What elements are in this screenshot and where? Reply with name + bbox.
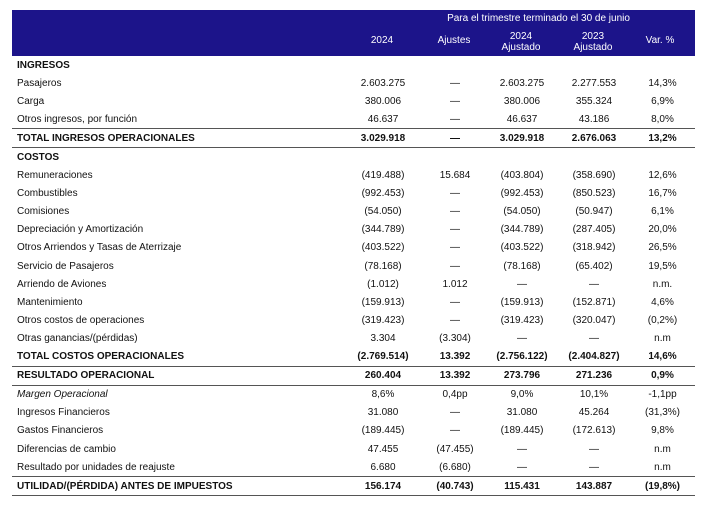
table-row <box>12 92 695 110</box>
cell-value: 2.277.553 <box>571 77 617 89</box>
cell-value: — <box>450 206 460 218</box>
row-label: TOTAL COSTOS OPERACIONALES <box>12 348 342 367</box>
column-header-2024 <box>342 35 422 46</box>
table-row <box>12 329 695 347</box>
table-row <box>12 110 695 129</box>
cell-value: (3.304) <box>439 332 471 344</box>
row-label: UTILIDAD/(PÉRDIDA) ANTES DE IMPUESTOS <box>12 477 342 496</box>
cell-value: — <box>589 332 599 344</box>
table-header <box>12 10 695 56</box>
row-label: Arriendo de Aviones <box>17 278 107 290</box>
table-row <box>12 348 695 367</box>
cell-value: (287.405) <box>572 224 616 236</box>
cell-value: (0,2%) <box>647 314 678 326</box>
cell-value: 31.080 <box>506 407 538 419</box>
cell-value: 16,7% <box>648 188 677 200</box>
column-header-line: Var. % <box>645 35 675 46</box>
cell-value: 19,5% <box>648 260 677 272</box>
table-row <box>12 422 695 440</box>
cell-value: n.m <box>654 443 671 455</box>
cell-value: 14,3% <box>648 77 677 89</box>
cell-value: (50.947) <box>575 206 613 218</box>
cell-value: 6,9% <box>651 95 674 107</box>
cell-value: n.m <box>654 332 671 344</box>
column-header-line: 2023 <box>581 31 605 42</box>
cell-value: 1.012 <box>442 278 468 290</box>
table-row <box>12 385 695 404</box>
cell-value: 3.029.918 <box>342 129 424 148</box>
row-label: Resultado por unidades de reajuste <box>17 461 175 473</box>
column-header-2024-ajustado <box>486 31 556 53</box>
cell-value: -1,1pp <box>648 389 677 401</box>
cell-value: (403.522) <box>361 242 405 254</box>
table-row <box>12 74 695 92</box>
cell-value: (344.789) <box>500 224 544 236</box>
cell-value: 6,1% <box>651 206 674 218</box>
table-row <box>12 56 695 74</box>
cell-value: — <box>450 314 460 326</box>
cell-value: 46.637 <box>506 113 538 125</box>
table-row <box>12 404 695 422</box>
cell-value: 355.324 <box>575 95 613 107</box>
cell-value: — <box>450 260 460 272</box>
cell-value: 2.603.275 <box>499 77 545 89</box>
cell-value: (403.522) <box>500 242 544 254</box>
cell-value: — <box>450 113 460 125</box>
cell-value <box>486 148 558 167</box>
cell-value: 10,1% <box>579 389 609 401</box>
row-label: Combustibles <box>17 188 78 200</box>
column-header-line: Ajustado <box>573 42 613 53</box>
table-row <box>12 129 695 148</box>
row-label: Otros ingresos, por función <box>17 113 138 125</box>
cell-value: (19,8%) <box>630 477 695 496</box>
cell-value: — <box>517 461 527 473</box>
cell-value: 13.392 <box>424 348 486 367</box>
row-label: RESULTADO OPERACIONAL <box>12 366 342 385</box>
row-label: COSTOS <box>17 152 60 164</box>
table-row <box>12 311 695 329</box>
cell-value <box>342 56 424 74</box>
column-header-var <box>630 35 690 46</box>
cell-value: (31,3%) <box>644 407 680 419</box>
cell-value: (992.453) <box>361 188 405 200</box>
cell-value: (2.769.514) <box>342 348 424 367</box>
cell-value: 26,5% <box>648 242 677 254</box>
period-label: Para el trimestre terminado el 30 de junio <box>447 13 630 24</box>
cell-value: 13.392 <box>424 366 486 385</box>
row-label: Carga <box>17 95 45 107</box>
cell-value: (2.404.827) <box>558 348 630 367</box>
cell-value: (189.445) <box>500 425 544 437</box>
cell-value: (850.523) <box>572 188 616 200</box>
cell-value: 3.029.918 <box>486 129 558 148</box>
table-row <box>12 148 695 167</box>
cell-value: 45.264 <box>578 407 610 419</box>
cell-value: 20,0% <box>648 224 677 236</box>
cell-value <box>558 56 630 74</box>
cell-value: (2.756.122) <box>486 348 558 367</box>
cell-value: (78.168) <box>503 260 541 272</box>
table-row <box>12 366 695 385</box>
cell-value: 2.603.275 <box>360 77 406 89</box>
cell-value: 15.684 <box>439 170 471 182</box>
cell-value <box>424 56 486 74</box>
row-label: Servicio de Pasajeros <box>17 260 114 272</box>
cell-value: (54.050) <box>364 206 402 218</box>
cell-value: — <box>450 188 460 200</box>
cell-value: n.m. <box>652 278 673 290</box>
table-row <box>12 275 695 293</box>
cell-value: 8,0% <box>651 113 674 125</box>
cell-value: 156.174 <box>342 477 424 496</box>
cell-value: n.m <box>654 461 671 473</box>
cell-value: — <box>450 77 460 89</box>
cell-value: (6.680) <box>439 461 471 473</box>
table-row <box>12 185 695 203</box>
table-body <box>12 56 695 496</box>
cell-value: 0,9% <box>630 366 695 385</box>
cell-value: 8,6% <box>371 389 395 401</box>
cell-value: 9,0% <box>510 389 534 401</box>
cell-value <box>486 56 558 74</box>
cell-value: (189.445) <box>361 425 405 437</box>
table-row <box>12 440 695 458</box>
row-label: TOTAL INGRESOS OPERACIONALES <box>12 129 342 148</box>
column-header-2023-ajustado <box>558 31 628 53</box>
cell-value: 2.676.063 <box>558 129 630 148</box>
cell-value: (159.913) <box>500 296 544 308</box>
table-row <box>12 477 695 496</box>
row-label: INGRESOS <box>17 59 70 71</box>
cell-value: — <box>589 461 599 473</box>
cell-value: 13,2% <box>630 129 695 148</box>
cell-value <box>630 148 695 167</box>
cell-value: (65.402) <box>575 260 613 272</box>
cell-value: — <box>424 129 486 148</box>
cell-value: (318.942) <box>572 242 616 254</box>
financial-table <box>12 56 695 496</box>
cell-value: 143.887 <box>558 477 630 496</box>
cell-value: (78.168) <box>364 260 402 272</box>
cell-value: — <box>450 224 460 236</box>
row-label: Otros Arriendos y Tasas de Aterrizaje <box>17 242 182 254</box>
row-label: Mantenimiento <box>17 296 83 308</box>
table-row <box>12 167 695 185</box>
row-label: Depreciación y Amortización <box>17 224 144 236</box>
row-label: Otras ganancias/(pérdidas) <box>17 332 138 344</box>
table-row <box>12 221 695 239</box>
column-header-line: Ajustes <box>437 35 471 46</box>
column-header-line: Ajustado <box>501 42 541 53</box>
cell-value: 260.404 <box>342 366 424 385</box>
cell-value: 0,4pp <box>442 389 468 401</box>
cell-value: 6.680 <box>370 461 396 473</box>
cell-value: (40.743) <box>424 477 486 496</box>
cell-value <box>558 148 630 167</box>
cell-value: — <box>589 443 599 455</box>
cell-value: (403.804) <box>500 170 544 182</box>
cell-value: (159.913) <box>361 296 405 308</box>
cell-value <box>342 148 424 167</box>
row-label: Ingresos Financieros <box>17 407 110 419</box>
column-header-line: 2024 <box>509 31 533 42</box>
cell-value: (152.871) <box>572 296 616 308</box>
table-row <box>12 203 695 221</box>
cell-value: 271.236 <box>558 366 630 385</box>
table-row <box>12 293 695 311</box>
cell-value: 9,8% <box>651 425 674 437</box>
row-label: Gastos Financieros <box>17 425 104 437</box>
cell-value: 31.080 <box>367 407 399 419</box>
cell-value: (992.453) <box>500 188 544 200</box>
row-label: Otros costos de operaciones <box>17 314 145 326</box>
cell-value <box>424 148 486 167</box>
cell-value: — <box>517 443 527 455</box>
cell-value: 12,6% <box>648 170 677 182</box>
cell-value: 14,6% <box>630 348 695 367</box>
cell-value: (172.613) <box>572 425 616 437</box>
table-row <box>12 239 695 257</box>
cell-value: (54.050) <box>503 206 541 218</box>
cell-value: (1.012) <box>367 278 399 290</box>
cell-value: (419.488) <box>361 170 405 182</box>
cell-value: — <box>450 425 460 437</box>
table-row <box>12 458 695 477</box>
column-header-line: 2024 <box>370 35 394 46</box>
row-label: Comisiones <box>17 206 70 218</box>
cell-value: (319.423) <box>500 314 544 326</box>
cell-value: 115.431 <box>486 477 558 496</box>
row-label: Remuneraciones <box>17 170 93 182</box>
cell-value: (358.690) <box>572 170 616 182</box>
cell-value: (319.423) <box>361 314 405 326</box>
cell-value: 43.186 <box>578 113 610 125</box>
row-label: Diferencias de cambio <box>17 443 116 455</box>
cell-value: 380.006 <box>364 95 402 107</box>
cell-value: (47.455) <box>436 443 474 455</box>
cell-value: — <box>517 278 527 290</box>
cell-value: — <box>589 278 599 290</box>
table-row <box>12 257 695 275</box>
row-label: Margen Operacional <box>17 389 108 401</box>
cell-value: — <box>450 242 460 254</box>
cell-value: 4,6% <box>651 296 674 308</box>
cell-value: (320.047) <box>572 314 616 326</box>
cell-value: — <box>517 332 527 344</box>
cell-value: 47.455 <box>367 443 399 455</box>
cell-value: 380.006 <box>503 95 541 107</box>
cell-value: 46.637 <box>367 113 399 125</box>
cell-value: 273.796 <box>486 366 558 385</box>
cell-value: — <box>450 95 460 107</box>
cell-value: 3.304 <box>370 332 396 344</box>
cell-value <box>630 56 695 74</box>
cell-value: — <box>450 407 460 419</box>
cell-value: — <box>450 296 460 308</box>
cell-value: (344.789) <box>361 224 405 236</box>
row-label: Pasajeros <box>17 77 62 89</box>
column-header-ajustes <box>424 35 484 46</box>
